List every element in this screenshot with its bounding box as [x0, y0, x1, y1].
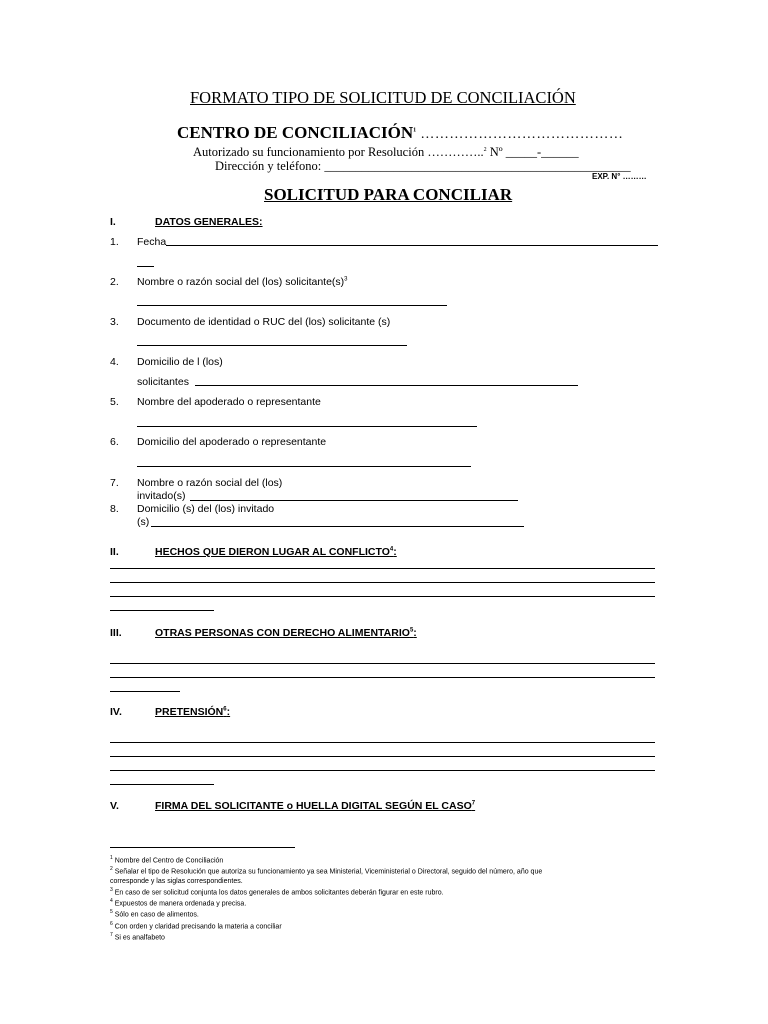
- pretension-line-4[interactable]: [110, 784, 214, 785]
- item-4-number: 4.: [110, 356, 119, 368]
- section-2-title: HECHOS QUE DIERON LUGAR AL CONFLICTO$^4$:: [155, 546, 397, 558]
- section-4-number: IV.: [110, 706, 122, 718]
- autorizado-line: [193, 145, 579, 160]
- footnotes: [110, 854, 542, 942]
- footnote-item: [110, 877, 542, 886]
- solicitante-name-field-line[interactable]: [137, 305, 447, 306]
- footnote-number: 7: [110, 931, 113, 938]
- item-4-label: Domicilio de l (los): [137, 356, 223, 368]
- footnote-text: En caso de ser solicitud conjunta los datos generales de ambos solicitantes deberán figurar en este rubro.: [114, 888, 444, 896]
- fecha-field-line[interactable]: [166, 245, 658, 246]
- section-5-title: FIRMA DEL SOLICITANTE o HUELLA DIGITAL SEGÚN EL CASO$^7$: [155, 800, 476, 812]
- item-7-label-2: invitado(s): [137, 490, 186, 502]
- footnote-text: Sólo en caso de alimentos.: [114, 911, 199, 919]
- centro-dots: ……………………………………: [420, 127, 624, 142]
- otras-personas-line-2[interactable]: [110, 677, 655, 678]
- item-5-number: 5.: [110, 396, 119, 408]
- footnote-item: [110, 931, 542, 942]
- item-2-number: 2.: [110, 276, 119, 288]
- footnote-text: Si es analfabeto: [114, 934, 165, 942]
- footnote-ref-5: 5: [409, 627, 414, 634]
- item-8-number: 8.: [110, 503, 119, 515]
- footnote-ref-4: 4: [389, 546, 394, 553]
- footnote-text: corresponde y las siglas correspondientes.: [110, 877, 243, 885]
- pretension-line-1[interactable]: [110, 742, 655, 743]
- footnote-item: [110, 908, 542, 919]
- item-5-label: Nombre del apoderado o representante: [137, 396, 321, 408]
- footnote-separator: [110, 847, 295, 848]
- footnote-item: [110, 865, 542, 876]
- expediente-number: EXP. N° ………: [592, 172, 647, 181]
- domicilio-solicitantes-field-line[interactable]: [195, 385, 578, 386]
- footnote-item: [110, 920, 542, 931]
- hechos-line-1[interactable]: [110, 568, 655, 569]
- section-4-title: PRETENSIÓN$^6$:: [155, 706, 231, 718]
- footnote-item: [110, 886, 542, 897]
- footnote-number: 1: [110, 855, 113, 861]
- footnote-ref-2: 2: [483, 146, 487, 153]
- footnote-ref-7: 7: [471, 800, 476, 807]
- autorizado-text: Autorizado su funcionamiento por Resolución …………..: [193, 145, 484, 159]
- section-3-title: OTRAS PERSONAS CON DERECHO ALIMENTARIO$^5$:: [155, 627, 417, 639]
- item-1-number: 1.: [110, 236, 119, 248]
- centro-label: CENTRO DE CONCILIACIÓN: [177, 123, 414, 142]
- item-1-label: Fecha: [137, 236, 167, 248]
- fecha-field-line-cont[interactable]: [137, 266, 154, 267]
- footnote-text: Nombre del Centro de Conciliación: [114, 857, 224, 865]
- solicitud-title: SOLICITUD PARA CONCILIAR: [264, 185, 513, 204]
- item-2-label: Nombre o razón social del (los) $solicitante(s)^3$: [137, 276, 348, 288]
- section-3-number: III.: [110, 627, 122, 639]
- invitado-name-field-line[interactable]: [190, 500, 518, 501]
- footnote-text: Señalar el tipo de Resolución que autoriza su funcionamiento ya sea Ministerial, Viceministerial o Directoral, seguido del número, año que: [114, 868, 543, 876]
- item-6-number: 6.: [110, 436, 119, 448]
- otras-personas-line-1[interactable]: [110, 663, 655, 664]
- section-1-title: DATOS GENERALES:: [155, 216, 263, 228]
- centro-line: [177, 123, 623, 143]
- item-7-label: Nombre o razón social del (los): [137, 477, 283, 489]
- footnote-ref-3: 3: [344, 276, 348, 283]
- item-4-label-2: solicitantes: [137, 376, 189, 388]
- item-7-number: 7.: [110, 477, 119, 489]
- footnote-item: [110, 897, 542, 908]
- item-8-label: Domicilio (s) del (los) invitado: [137, 503, 275, 515]
- item-3-label: Documento de identidad o RUC del (los) solicitante (s): [137, 316, 391, 328]
- document-title: FORMATO TIPO DE SOLICITUD DE CONCILIACIÓN: [190, 88, 576, 107]
- footnote-item: [110, 854, 542, 865]
- documento-field-line[interactable]: [137, 345, 407, 346]
- section-5-number: V.: [110, 800, 119, 812]
- section-2-number: II.: [110, 546, 119, 558]
- footnote-number: 5: [110, 909, 113, 916]
- footnote-number: 3: [110, 886, 113, 893]
- direccion-line: Dirección y teléfono: _________________________________________________: [215, 159, 631, 173]
- apoderado-name-field-line[interactable]: [137, 426, 477, 427]
- pretension-line-2[interactable]: [110, 756, 655, 757]
- otras-personas-line-3[interactable]: [110, 691, 180, 692]
- invitado-domicilio-field-line[interactable]: [151, 526, 524, 527]
- footnote-ref-6: 6: [223, 706, 227, 713]
- resolucion-number: Nº _____-______: [489, 145, 579, 159]
- footnote-ref-1: 1: [413, 127, 417, 134]
- item-8-label-2: (s): [137, 516, 150, 528]
- footnote-text: Con orden y claridad precisando la materia a conciliar: [114, 922, 282, 930]
- item-3-number: 3.: [110, 316, 119, 328]
- apoderado-domicilio-field-line[interactable]: [137, 466, 471, 467]
- hechos-line-2[interactable]: [110, 582, 655, 583]
- hechos-line-4[interactable]: [110, 610, 214, 611]
- section-1-number: I.: [110, 216, 116, 228]
- footnote-text: Expuestos de manera ordenada y precisa.: [114, 900, 247, 908]
- footnote-number: 4: [110, 897, 113, 904]
- item-6-label: Domicilio del apoderado o representante: [137, 436, 327, 448]
- footnote-number: 6: [110, 920, 113, 927]
- footnote-number: 2: [110, 866, 113, 873]
- pretension-line-3[interactable]: [110, 770, 655, 771]
- hechos-line-3[interactable]: [110, 596, 655, 597]
